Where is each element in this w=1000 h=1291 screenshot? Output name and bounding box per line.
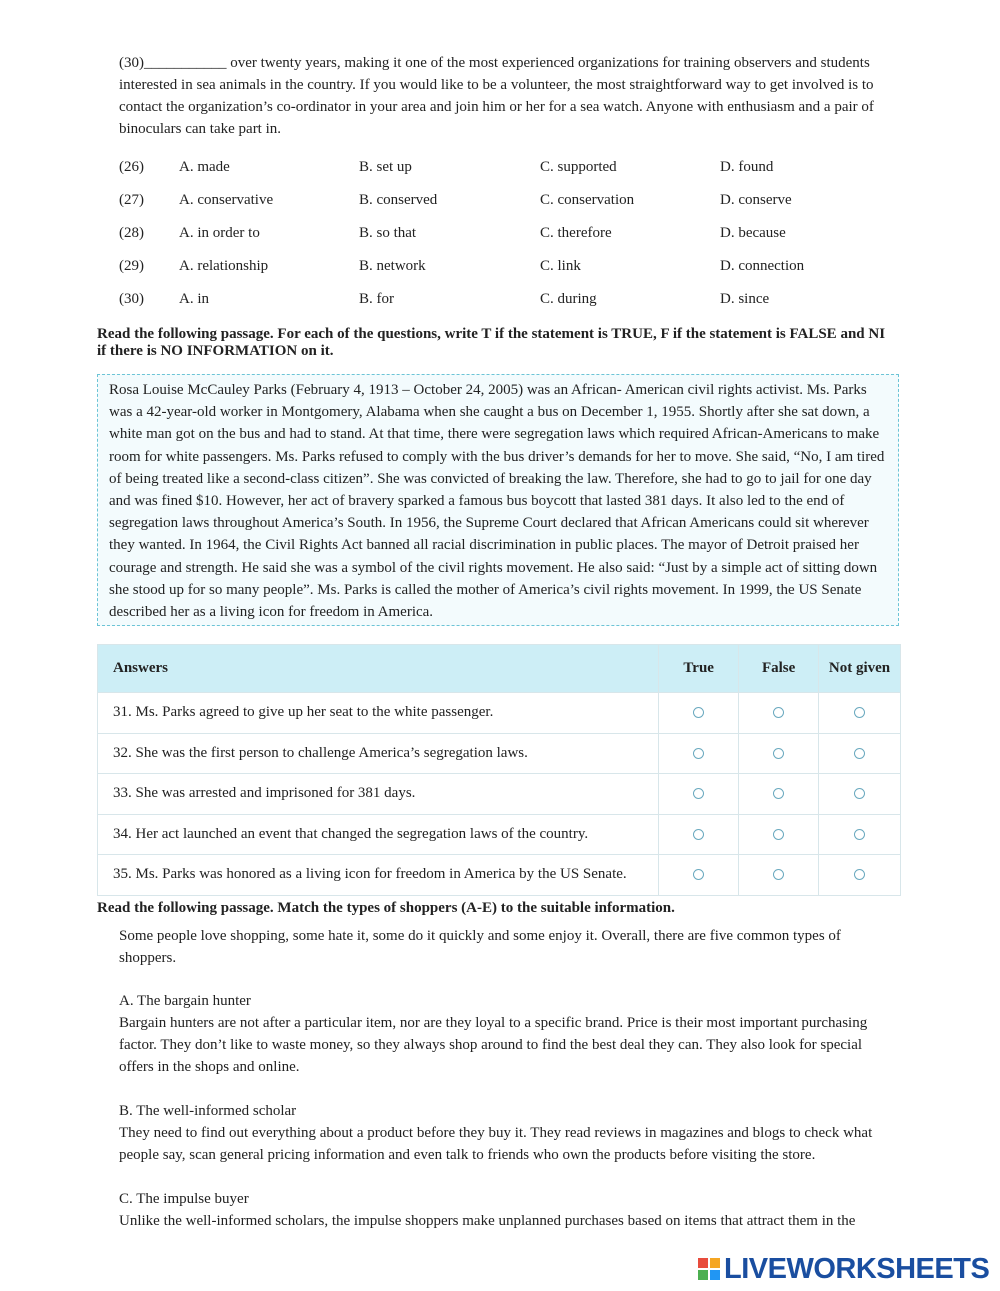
option-a: A. made (179, 159, 230, 175)
radio-false[interactable] (773, 788, 784, 799)
true-false-table (97, 644, 901, 896)
header-answers: Answers (98, 645, 659, 693)
question-number: (29) (119, 258, 144, 274)
option-d: D. connection (720, 258, 805, 274)
option-row (119, 288, 899, 310)
option-d: D. because (720, 225, 786, 241)
logo-block (698, 1270, 708, 1280)
option-c: C. conservation (540, 192, 635, 208)
shopper-c-text: Unlike the well-informed scholars, the impulse shoppers make unplanned purchases based on items that attract them in the (119, 1213, 856, 1229)
logo-block (710, 1258, 720, 1268)
option-d: D. found (720, 159, 774, 175)
statement: 35. Ms. Parks was honored as a living icon for freedom in America by the US Senate. (98, 855, 659, 896)
shopper-b-title: B. The well-informed scholar (119, 1103, 297, 1119)
option-c: C. therefore (540, 225, 612, 241)
reading-passage-box (97, 374, 899, 626)
question-number: (26) (119, 159, 144, 175)
instruction-true-false: Read the following passage. For each of the questions, write T if the statement is TRUE, F if the statement is FALSE and NI if there is NO INFORMATION on it. (97, 326, 886, 359)
option-b: B. so that (359, 225, 417, 241)
question-number: (28) (119, 225, 144, 241)
table-row (98, 733, 901, 774)
radio-true[interactable] (693, 748, 704, 759)
shopper-a-text: Bargain hunters are not after a particular item, nor are they loyal to a specific brand. Price is their most important purchasing factor. They don’t like to waste money, so they always shop around to find the best deal they can. They also look for special offers in the shops and online. (119, 1015, 868, 1075)
radio-not-given[interactable] (854, 707, 865, 718)
question-number: (30) (119, 291, 144, 307)
radio-true[interactable] (693, 788, 704, 799)
shopper-a-title: A. The bargain hunter (119, 993, 251, 1009)
option-c: C. link (540, 258, 581, 274)
passage-continuation: (30)___________ over twenty years, making it one of the most experienced organizations for training observers and students interested in sea animals in the country. If you would like to be a volunteer, the most straightforward way to get involved is to contact the organization’s co-ordinator in your area and join him or her for a sea watch. Anyone with enthusiasm and a pair of binoculars can take part in. (119, 55, 874, 137)
radio-false[interactable] (773, 829, 784, 840)
logo-block (698, 1258, 708, 1268)
option-a: A. in order to (179, 225, 260, 241)
table-row (98, 693, 901, 734)
table-row (98, 814, 901, 855)
table-row (98, 855, 901, 896)
option-a: A. in (179, 291, 209, 307)
option-c: C. supported (540, 159, 617, 175)
table-header-row (98, 645, 901, 693)
radio-not-given[interactable] (854, 829, 865, 840)
option-b: B. for (359, 291, 394, 307)
option-row (119, 222, 899, 244)
header-false: False (739, 645, 819, 693)
instruction-matching: Read the following passage. Match the types of shoppers (A-E) to the suitable information. (97, 900, 675, 916)
radio-false[interactable] (773, 707, 784, 718)
header-true: True (659, 645, 739, 693)
radio-true[interactable] (693, 829, 704, 840)
option-d: D. since (720, 291, 770, 307)
option-d: D. conserve (720, 192, 792, 208)
radio-not-given[interactable] (854, 788, 865, 799)
option-b: B. conserved (359, 192, 438, 208)
statement: 32. She was the first person to challenge America’s segregation laws. (98, 733, 659, 774)
radio-not-given[interactable] (854, 748, 865, 759)
radio-false[interactable] (773, 748, 784, 759)
option-row (119, 189, 899, 211)
statement: 31. Ms. Parks agreed to give up her seat to the white passenger. (98, 693, 659, 734)
shoppers-intro: Some people love shopping, some hate it, some do it quickly and some enjoy it. Overall, there are five common types of shoppers. (119, 928, 841, 966)
radio-not-given[interactable] (854, 869, 865, 880)
radio-true[interactable] (693, 707, 704, 718)
statement: 34. Her act launched an event that changed the segregation laws of the country. (98, 814, 659, 855)
shopper-b-text: They need to find out everything about a product before they buy it. They read reviews in magazines and blogs to check what people say, scan general pricing information and even talk to friends who own the products before visiting the store. (119, 1125, 873, 1163)
option-a: A. relationship (179, 258, 269, 274)
option-row (119, 156, 899, 178)
liveworksheets-logo (698, 1253, 989, 1285)
statement: 33. She was arrested and imprisoned for 381 days. (98, 774, 659, 815)
option-b: B. network (359, 258, 426, 274)
logo-block (710, 1270, 720, 1280)
shopper-c-title: C. The impulse buyer (119, 1191, 249, 1207)
passage-text: Rosa Louise McCauley Parks (February 4, 1913 – October 24, 2005) was an African- American civil rights activist. Ms. Parks was a 42-year-old worker in Montgomery, Alabama when she caught a bus on December 1, 1955. Shortly after she sat down, a white man got on the bus and had to stand. At that time, there were segregation laws which required African-Americans to make room for white passengers. Ms. Parks refused to comply with the bus driver’s demands for her to move. She said, “No, I am tired of being treated like a second-class citizen”. She was convicted of breaking the law. Therefore, she had to go to jail for one day and was fined $10. However, her act of bravery sparked a famous bus boycott that lasted 381 days. It also led to the end of segregation laws throughout America’s South. In 1956, the Supreme Court declared that African Americans could sit wherever they wanted. In 1964, the Civil Rights Act banned all racial discrimination in public places. The mayor of Detroit praised her courage and strength. He said she was a symbol of the civil rights movement. He also said: “Just by a simple act of sitting down she stood up for so many people”. Ms. Parks is called the mother of America’s civil rights movement. In 1999, the US Senate described her as a living icon for freedom in America. (109, 382, 885, 621)
option-row (119, 255, 899, 277)
option-a: A. conservative (179, 192, 274, 208)
logo-mark-icon (698, 1258, 720, 1280)
option-c: C. during (540, 291, 597, 307)
option-b: B. set up (359, 159, 412, 175)
table-row (98, 774, 901, 815)
logo-text: LIVEWORKSHEETS (724, 1252, 990, 1285)
radio-false[interactable] (773, 869, 784, 880)
header-not-given: Not given (819, 645, 901, 693)
question-number: (27) (119, 192, 144, 208)
radio-true[interactable] (693, 869, 704, 880)
